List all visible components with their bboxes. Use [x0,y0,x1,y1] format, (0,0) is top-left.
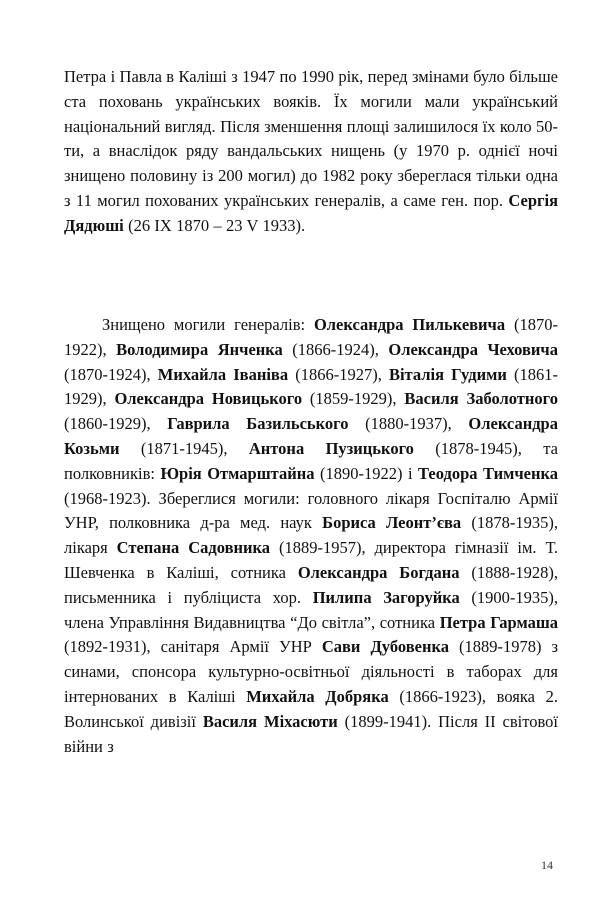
person-name: Олександра Чеховича [388,339,558,359]
text-run: (1859-1929), [302,389,405,409]
person-name: Василя Заболотного [404,389,558,409]
text-run: (1889-1978) з синами, спонсора культурно-освітньої діяльності в таборах для інтернованих в Каліші [64,637,558,706]
person-name: Пилипа Загоруйка [312,587,460,607]
text-run: (1861-1929), [64,364,558,409]
person-name: Юрія Отмарштайна [160,463,315,483]
text-run: (1900-1935), члена Управління Видавництва “До світла”, сотника [64,587,559,632]
text-run: (1870-1924), [64,364,158,384]
text-run: (1870-1922), [64,315,558,359]
person-name: Володимира Янченка [116,339,283,359]
person-name: Антона Пузицького [248,438,414,458]
text-run: (1889-1957), директора гімназії ім. Т. Шевченка в Каліші, сотника [64,538,559,582]
person-name: Михайла Добряка [246,686,389,706]
text-run: (1892-1931), санітаря Армії УНР [64,637,322,657]
person-name: Сергія Дядюші [64,190,558,235]
text-run: Знищено могили генералів: [102,315,314,334]
text-run: (1899-1941). Після II світової війни з [64,711,558,756]
text-run: (1866-1927), [288,364,389,384]
person-name: Олександра Новицького [114,389,303,409]
text-run: (1860-1929), [64,414,168,434]
person-name: Олександра Козьми [64,414,558,458]
text-run: (1888-1928), письменника і публіциста хор. [64,562,559,607]
paragraph-2 [64,313,558,759]
person-name: Теодора Тимченка [418,463,559,483]
person-name: Петра Гармаша [439,612,559,632]
text-run: Петра і Павла в Каліші з 1947 по 1990 рік, перед змінами було більше ста поховань українських вояків. Їх могили мали український національний вигляд. Після зменшення площі залишилося їх коло 50-ти, а внаслідок ряду вандальських нищень (у 1970 р. однієї ночі знищено половину із 200 могил) до 1982 року збереглася тільки одна з 11 могил похованих українських генералів, а саме ген. пор. [64,67,558,210]
person-name: Сави Дубовенка [321,637,449,657]
person-name: Михайла Іваніва [157,364,289,384]
person-name: Віталія Гудими [388,364,507,384]
text-run: (26 IX 1870 – 23 V 1933). [123,215,306,235]
text-run: (1890-1922) і [314,463,419,483]
page-number: 14 [541,858,553,872]
person-name: Степана Садовника [116,538,271,558]
text-run: (1880-1937), [348,414,469,434]
text-run: (1878-1935), лікаря [64,513,558,558]
paragraph-1 [64,65,558,239]
person-name: Гаврила Базильського [167,414,349,434]
person-name: Олександра Пилькевича [313,315,506,334]
text-run: (1878-1945), та полковників: [64,438,559,483]
text-run: (1968-1923). Збереглися могили: головного лікаря Госпіталю Армії УНР, полковника д-ра мед. наук [64,488,558,533]
person-name: Василя Міхасюти [202,711,338,731]
person-name: Олександра Богдана [297,562,460,582]
text-run: (1866-1923), вояка 2. Волинської дивізії [64,686,558,731]
text-run: (1866-1924), [282,339,389,359]
text-run: (1871-1945), [119,438,249,458]
person-name: Бориса Леонт’єва [322,513,462,533]
